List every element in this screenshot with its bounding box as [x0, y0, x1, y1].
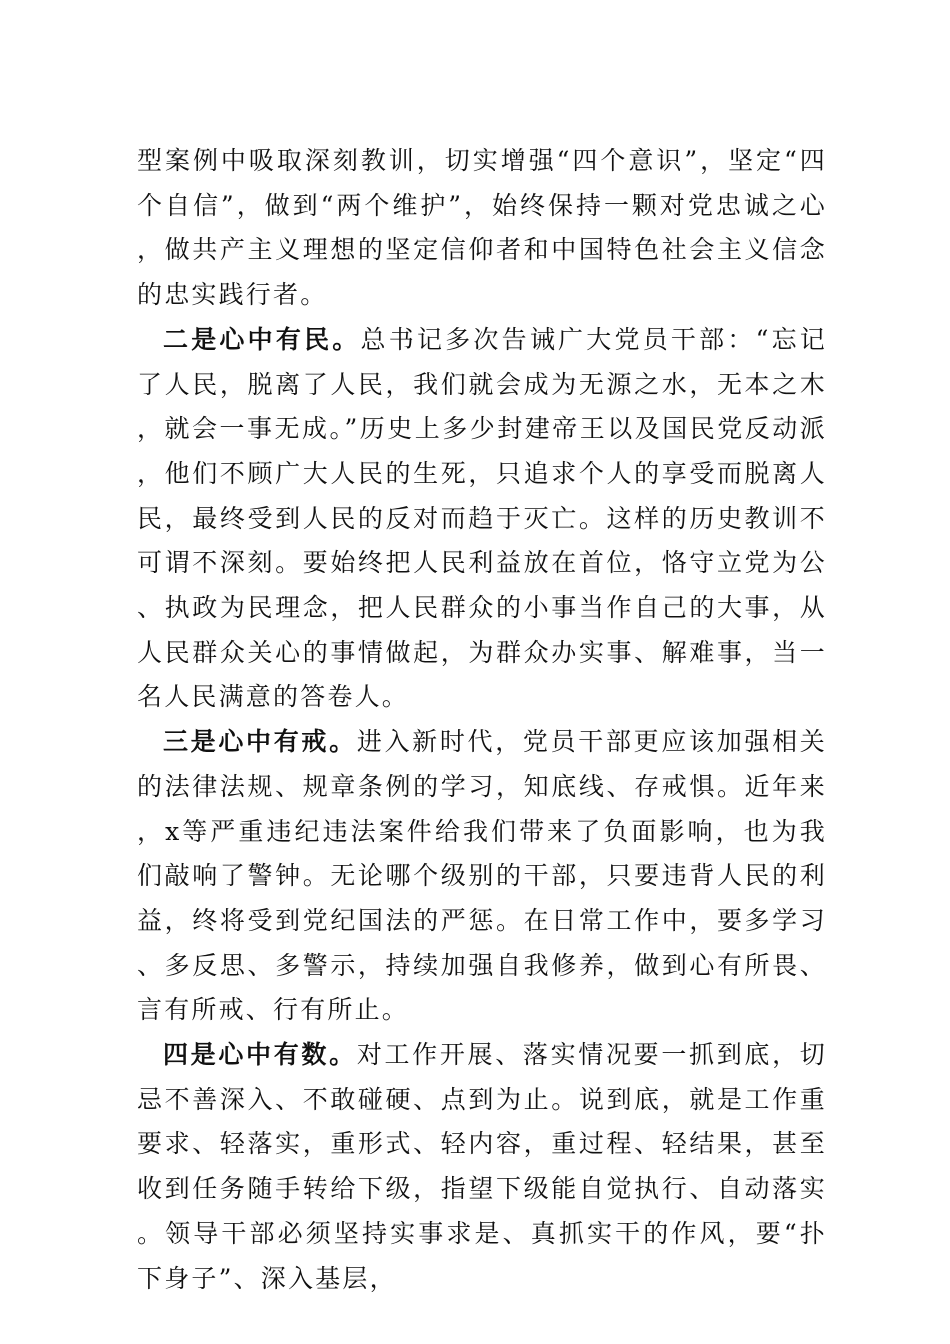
- paragraph-lead-heading: 四是心中有数。: [163, 1040, 357, 1070]
- document-body: [137, 139, 827, 1301]
- paragraph-text: 型案例中吸取深刻教训，切实增强“四个意识”，坚定“四个自信”，做到“两个维护”，始终保持一颗对党忠诚之心，做共产主义理想的坚定信仰者和中国特色社会主义信念的忠实践行者。: [137, 146, 827, 310]
- paragraph-lead-heading: 三是心中有戒。: [163, 727, 357, 757]
- paragraph-continuation: [137, 139, 827, 318]
- paragraph-lead-heading: 二是心中有民。: [163, 324, 361, 354]
- paragraph-heart-with-measure: [137, 1033, 827, 1301]
- paragraph-text: 对工作开展、落实情况要一抓到底，切忌不善深入、不敢碰硬、点到为止。说到底，就是工作重要求、轻落实，重形式、轻内容，重过程、轻结果，甚至收到任务随手转给下级，指望下级能自觉执行、自动落实。领导干部必须坚持实事求是、真抓实干的作风，要“扑下身子”、深入基层，: [137, 1040, 827, 1293]
- paragraph-heart-with-discipline: [137, 720, 827, 1033]
- paragraph-text: 总书记多次告诫广大党员干部：“忘记了人民，脱离了人民，我们就会成为无源之水，无本之木，就会一事无成。”历史上多少封建帝王以及国民党反动派，他们不顾广大人民的生死，只追求个人的享受而脱离人民，最终受到人民的反对而趋于灭亡。这样的历史教训不可谓不深刻。要始终把人民利益放在首位，恪守立党为公、执政为民理念，把人民群众的小事当作自己的大事，从人民群众关心的事情做起，为群众办实事、解难事，当一名人民满意的答卷人。: [137, 324, 827, 712]
- paragraph-heart-with-people: [137, 318, 827, 720]
- paragraph-text: 进入新时代，党员干部更应该加强相关的法律法规、规章条例的学习，知底线、存戒惧。近年来，x等严重违纪违法案件给我们带来了负面影响，也为我们敲响了警钟。无论哪个级别的干部，只要违背人民的利益，终将受到党纪国法的严惩。在日常工作中，要多学习、多反思、多警示，持续加强自我修养，做到心有所畏、言有所戒、行有所止。: [137, 727, 827, 1025]
